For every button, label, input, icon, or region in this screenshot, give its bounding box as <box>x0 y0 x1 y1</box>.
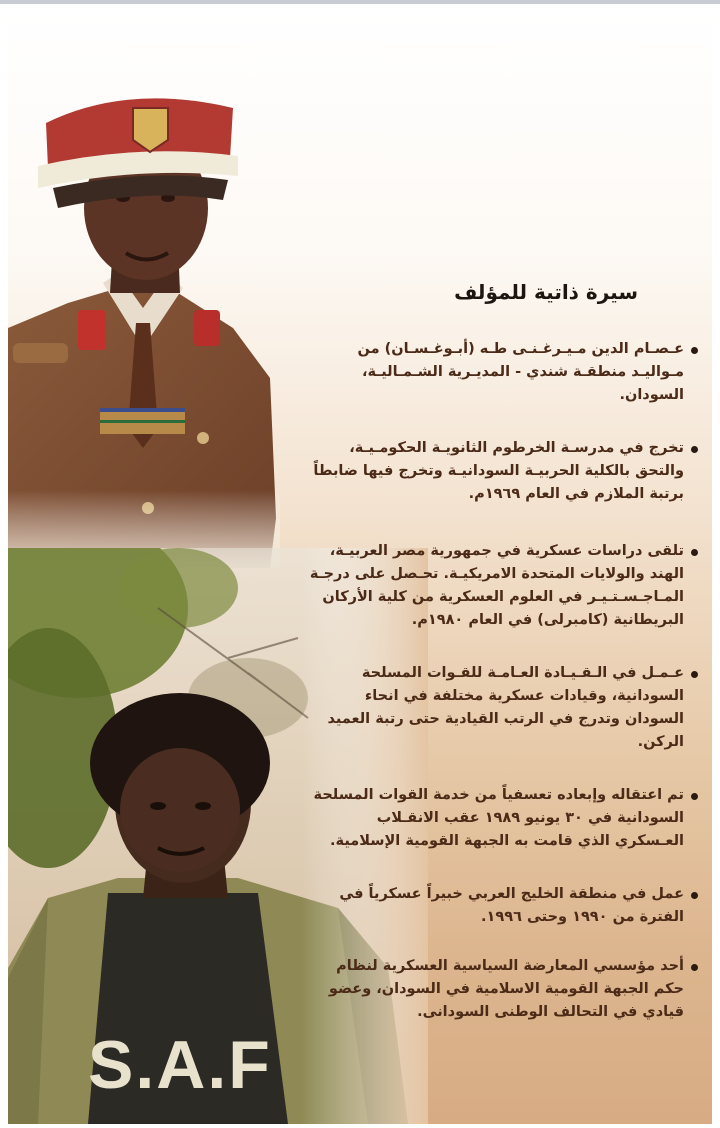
bio-item-military-studies <box>308 540 698 632</box>
bio-item-dismissal <box>308 784 698 853</box>
bullet-icon <box>691 347 698 354</box>
bullet-icon <box>691 892 698 899</box>
bio-item-gulf <box>308 883 698 929</box>
bio-item-education <box>308 437 698 506</box>
biography-title: سيرة ذاتية للمؤلف <box>454 280 638 304</box>
officer-portrait-photo <box>8 48 280 568</box>
bio-item-text: أحد مؤسسي المعارضة السياسية العسكرية لنظام حكم الجبهة القومية الاسلامية في السودان، وعضو قيادي في التحالف الوطنى السودانى. <box>328 958 684 1020</box>
bio-item-text: عـصـام الدين مـيـرغـنـى طـه (أبـوغـسـان) من مـواليـد منطقـة شندي - المديـرية الشـمـاليـة، السودان. <box>357 341 684 403</box>
bio-item-birth <box>308 338 698 407</box>
bullet-icon <box>691 793 698 800</box>
bio-item-service <box>308 662 698 754</box>
book-page <box>8 8 712 1124</box>
bullet-icon <box>691 446 698 453</box>
bullet-icon <box>691 671 698 678</box>
top-border <box>0 0 720 4</box>
biography-list <box>308 338 698 1024</box>
bio-item-text: عـمـل في الـقـيـادة العـامـة للقـوات المسلحة السودانية، وقيادات عسكرية مختلفة في انحاء السودان وتدرج في الرتب القيادية حتى رتبة العميد الركن. <box>327 665 684 750</box>
bio-item-text: تلقى دراسات عسكرية في جمهورية مصر العربيـة، الهند والولايات المتحدة الامريكيـة. تحـصل على درجـة المـاجـسـتـيـر في العلوم العسكرية من كلية الأركان البريطانية (كامبرلى) في العام ١٩٨٠م. <box>309 543 684 628</box>
bio-item-text: تخرج في مدرسـة الخرطوم الثانويـة الحكومـيـة، والتحق بالكلية الحربيـة السودانيـة وتخرج فيها ضابطاً برتبة الملازم في العام ١٩٦٩م. <box>313 440 684 502</box>
bio-item-opposition <box>308 955 698 1024</box>
bio-item-text: تم اعتقاله وإبعاده تعسفياً من خدمة القوات المسلحة السودانية في ٣٠ يونيو ١٩٨٩ عقب الانقـلاب العـسكري الذي قامت به الجبهة القومية الإسلامية. <box>313 787 684 849</box>
bio-item-text: عمل في منطقة الخليج العربي خبيراً عسكرياً في الفترة من ١٩٩٠ وحتى ١٩٩٦. <box>339 886 684 925</box>
author-biography <box>308 280 698 1050</box>
shirt-lettering: S.A.F <box>88 1027 272 1103</box>
bullet-icon <box>691 964 698 971</box>
bullet-icon <box>691 549 698 556</box>
